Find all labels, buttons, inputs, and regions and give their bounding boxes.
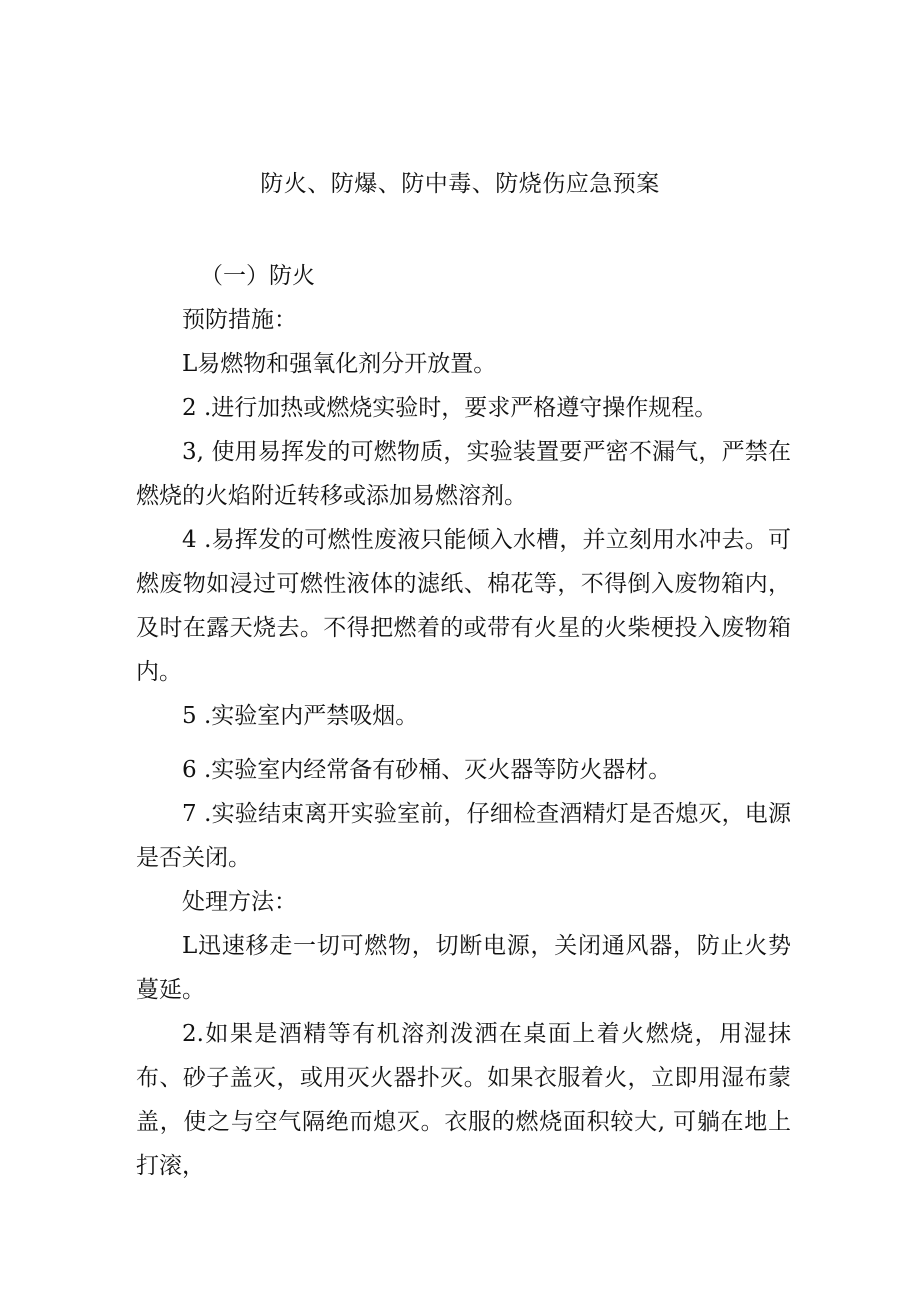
document-body bbox=[136, 254, 791, 1188]
document-title: 防火、防爆、防中毒、防烧伤应急预案 bbox=[260, 171, 660, 197]
prevention-item: 7 .实验结束离开实验室前，仔细检查酒精灯是否熄灭，电源是否关闭。 bbox=[136, 801, 791, 871]
prevention-item: 3, 使用易挥发的可燃物质，实验装置要严密不漏气，严禁在燃烧的火焰附近转移或添加易燃溶剂。 bbox=[136, 439, 791, 509]
prevention-item: 4 .易挥发的可燃性废液只能倾入水槽，并立刻用水冲去。可燃废物如浸过可燃性液体的滤纸、棉花等，不得倒入废物箱内，及时在露天烧去。不得把燃着的或带有火星的火柴梗投入废物箱内。 bbox=[136, 527, 791, 685]
section-heading: （一）防火 bbox=[200, 263, 315, 289]
prevention-label: 预防措施： bbox=[182, 307, 297, 333]
prevention-item: L易燃物和强氧化剂分开放置。 bbox=[182, 351, 497, 377]
prevention-item: 2 .进行加热或燃烧实验时，要求严格遵守操作规程。 bbox=[182, 395, 718, 421]
handling-item: 2.如果是酒精等有机溶剂泼洒在桌面上着火燃烧，用湿抹布、砂子盖灭，或用灭火器扑灭。如果衣服着火，立即用湿布蒙盖，使之与空气隔绝而熄灭。衣服的燃烧面积较大, 可躺在地上打滚， bbox=[136, 1021, 791, 1179]
handling-item: L迅速移走一切可燃物，切断电源，关闭通风器，防止火势蔓延。 bbox=[136, 933, 791, 1003]
prevention-item: 6 .实验室内经常备有砂桶、灭火器等防火器材。 bbox=[182, 757, 672, 783]
prevention-item: 5 .实验室内严禁吸烟。 bbox=[182, 703, 419, 729]
handling-label: 处理方法： bbox=[182, 889, 297, 915]
